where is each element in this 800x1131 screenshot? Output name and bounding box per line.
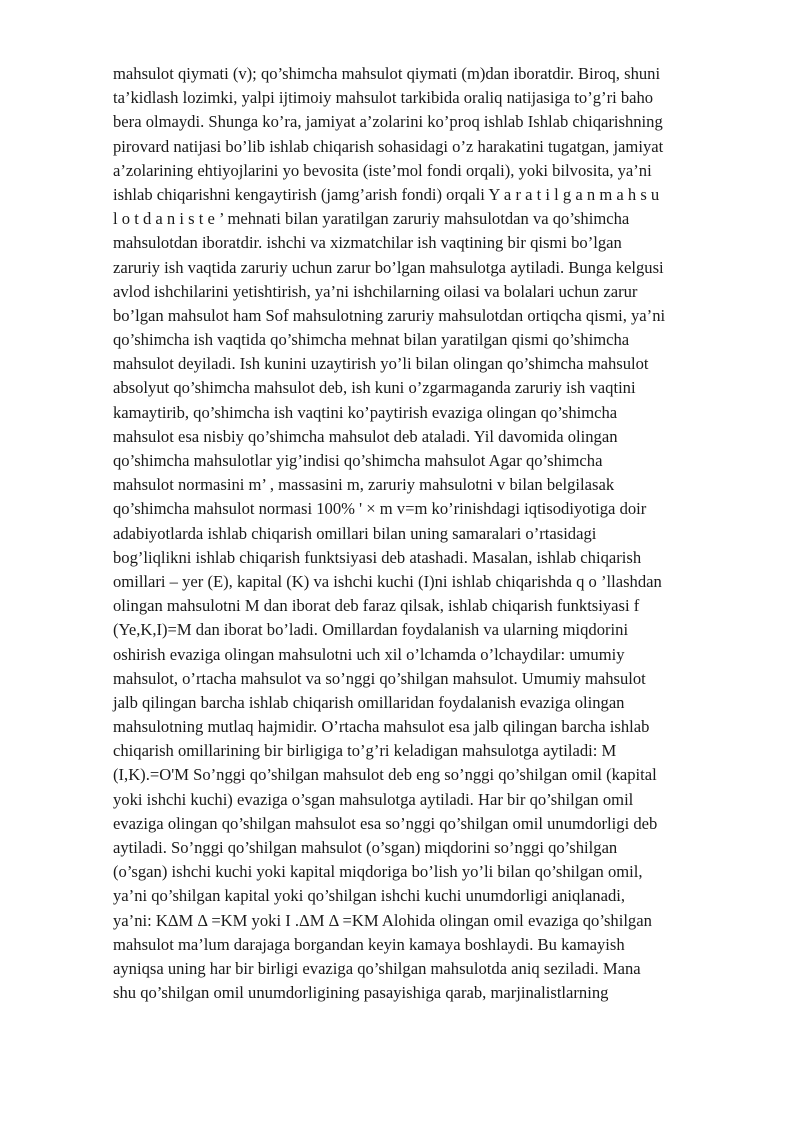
text-line: kamaytirib, qo’shimcha ish vaqtini ko’paytirish evaziga olingan qo’shimcha bbox=[113, 402, 618, 422]
text-line: bera olmaydi. Shunga ko’ra, jamiyat a’zolarini ko’proq ishlab Ishlab chiqarishning bbox=[113, 112, 663, 132]
text-line: l o t d a n i s t e ’ mehnati bilan yaratilgan zaruriy mahsulotdan va qo’shimcha bbox=[113, 209, 630, 229]
text-line: oshirish evaziga olingan mahsulotni uch xil o’lchamda o’lchaydilar: umumiy bbox=[113, 644, 625, 664]
text-line: ya’ni qo’shilgan kapital yoki qo’shilgan ishchi kuchi unumdorligi aniqlanadi, bbox=[113, 886, 626, 906]
text-line: yoki ishchi kuchi) evaziga o’sgan mahsulotga aytiladi. Har bir qo’shilgan omil bbox=[113, 789, 634, 809]
text-line: olingan mahsulotni M dan iborat deb faraz qilsak, ishlab chiqarish funktsiyasi f bbox=[113, 596, 640, 616]
text-line: qo’shimcha ish vaqtida qo’shimcha mehnat bilan yaratilgan qismi qo’shimcha bbox=[113, 330, 630, 350]
text-line: ya’ni: KΔM Δ =KM yoki I .ΔM Δ =KM Alohida olingan omil evaziga qo’shilgan bbox=[113, 910, 652, 930]
text-line: mahsulotning mutlaq hajmidir. O’rtacha mahsulot esa jalb qilingan barcha ishlab bbox=[113, 717, 650, 737]
text-line: avlod ishchilarini yetishtirish, ya’ni ishchilarning oilasi va bolalari uchun zarur bbox=[113, 281, 638, 301]
text-line: mahsulot esa nisbiy qo’shimcha mahsulot deb ataladi. Yil davomida olingan bbox=[113, 426, 618, 446]
text-line: ishlab chiqarishni kengaytirish (jamg’arish fondi) orqali Y a r a t i l g a n m a h s u bbox=[113, 184, 660, 204]
text-line: (I,K).=O'M So’nggi qo’shilgan mahsulot deb eng so’nggi qo’shilgan omil (kapital bbox=[113, 765, 657, 785]
text-line: bog’liqlikni ishlab chiqarish funktsiyasi deb atashadi. Masalan, ishlab chiqarish bbox=[113, 547, 642, 567]
text-line: (Ye,K,I)=M dan iborat bo’ladi. Omillardan foydalanish va ularning miqdorini bbox=[113, 620, 629, 640]
text-line: adabiyotlarda ishlab chiqarish omillari bilan uning samaralari o’rtasidagi bbox=[113, 523, 597, 543]
text-line: mahsulot deyiladi. Ish kunini uzaytirish yo’li bilan olingan qo’shimcha mahsulot bbox=[113, 354, 649, 374]
text-line: omillari – yer (E), kapital (K) va ishchi kuchi (I)ni ishlab chiqarishda q o ’llashdan bbox=[113, 571, 662, 591]
text-line: ta’kidlash lozimki, yalpi ijtimoiy mahsulot tarkibida oraliq natijasiga to’g’ri baho bbox=[113, 88, 654, 108]
body-text bbox=[113, 62, 763, 1005]
text-line: mahsulot qiymati (v); qo’shimcha mahsulot qiymati (m)dan iboratdir. Biroq, shuni bbox=[113, 64, 661, 83]
text-line: a’zolarining ehtiyojlarini yo bevosita (iste’mol fondi orqali), yoki bilvosita, ya’ni bbox=[113, 160, 652, 180]
text-line: qo’shimcha mahsulot normasi 100% ' × m v=m ko’rinishdagi iqtisodiyotiga doir bbox=[113, 499, 647, 519]
text-line: bo’lgan mahsulot ham Sof mahsulotning zaruriy mahsulotdan ortiqcha qismi, ya’ni bbox=[113, 305, 666, 325]
text-line: aytiladi. So’nggi qo’shilgan mahsulot (o’sgan) miqdorini so’nggi qo’shilgan bbox=[113, 838, 618, 857]
text-line: absolyut qo’shimcha mahsulot deb, ish kuni o’zgarmaganda zaruriy ish vaqtini bbox=[113, 378, 636, 398]
text-line: mahsulot normasini m’ , massasini m, zaruriy mahsulotni v bilan belgilasak bbox=[113, 475, 615, 495]
text-line: pirovard natijasi bo’lib ishlab chiqarish sohasidagi o’z harakatini tugatgan, jamiyat bbox=[113, 136, 664, 156]
text-line: ayniqsa uning har bir birligi evaziga qo’shilgan mahsulotda aniq seziladi. Mana bbox=[113, 958, 641, 978]
text-line: evaziga olingan qo’shilgan mahsulot esa so’nggi qo’shilgan omil unumdorligi deb bbox=[113, 813, 658, 833]
text-line: mahsulot, o’rtacha mahsulot va so’nggi qo’shilgan mahsulot. Umumiy mahsulot bbox=[113, 668, 646, 688]
text-line: mahsulot ma’lum darajaga borgandan keyin kamaya boshlaydi. Bu kamayish bbox=[113, 934, 625, 954]
text-line: qo’shimcha mahsulotlar yig’indisi qo’shimcha mahsulot Agar qo’shimcha bbox=[113, 451, 603, 470]
text-line: (o’sgan) ishchi kuchi yoki kapital miqdoriga bo’lish yo’li bilan qo’shilgan omil, bbox=[113, 862, 643, 882]
text-line: shu qo’shilgan omil unumdorligining pasayishiga qarab, marjinalistlarning bbox=[113, 983, 609, 1003]
text-line: zaruriy ish vaqtida zaruriy uchun zarur bo’lgan mahsulotga aytiladi. Bunga kelgusi bbox=[113, 257, 664, 277]
text-line: jalb qilingan barcha ishlab chiqarish omillaridan foydalanish evaziga olingan bbox=[113, 692, 625, 712]
text-line: mahsulotdan iboratdir. ishchi va xizmatchilar ish vaqtining bir qismi bo’lgan bbox=[113, 233, 622, 253]
text-line: chiqarish omillarining bir birligiga to’g’ri keladigan mahsulotga aytiladi: M bbox=[113, 741, 617, 761]
